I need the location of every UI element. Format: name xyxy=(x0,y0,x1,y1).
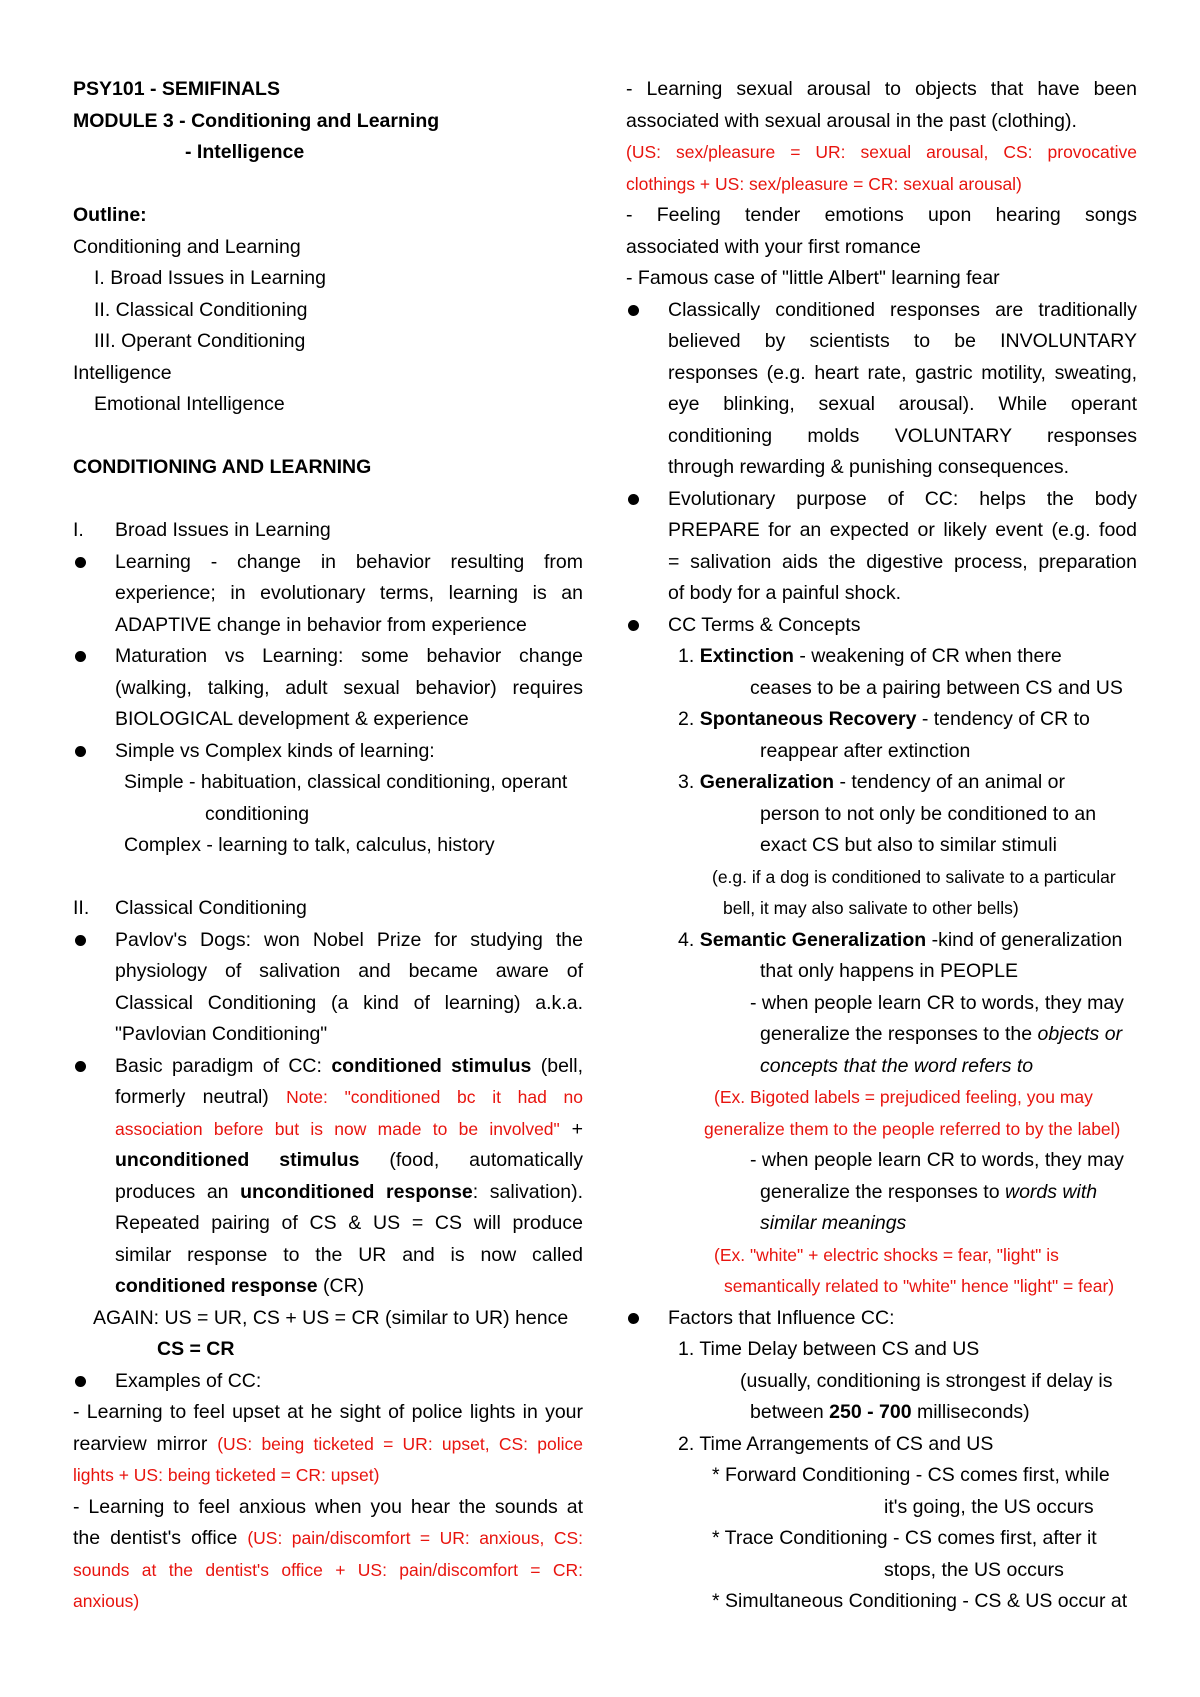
text-line: CS = CR xyxy=(157,1338,235,1360)
text-line: Maturation vs Learning: some behavior change xyxy=(115,645,583,667)
section-number: II. xyxy=(73,897,90,919)
list-item xyxy=(626,295,1137,484)
text-line: similar response to the UR and is now called xyxy=(115,1243,583,1266)
text-line: (usually, conditioning is strongest if delay is xyxy=(740,1369,1113,1392)
outline-item: III. Operant Conditioning xyxy=(94,330,306,352)
text-line: (Ex. "white" + electric shocks = fear, "light" is xyxy=(714,1244,1059,1265)
text-line: AGAIN: US = UR, CS + US = CR (similar to UR) hence xyxy=(93,1306,569,1329)
text-line: Pavlov's Dogs: won Nobel Prize for studying the xyxy=(115,928,583,951)
text-line: Simple vs Complex kinds of learning: xyxy=(115,739,435,762)
list-item xyxy=(73,925,583,1051)
text-line: eye blinking, sexual arousal). While operant xyxy=(668,393,1137,415)
text-line: (e.g. if a dog is conditioned to salivate to a particular xyxy=(712,866,1116,887)
section-number: I. xyxy=(73,519,84,541)
text-line: generalize them to the people referred to by the label) xyxy=(704,1118,1121,1139)
term-extinction: 1. Extinction - weakening of CR when there xyxy=(678,645,1062,667)
text-line: Simple - habituation, classical conditioning, operant xyxy=(124,771,568,793)
text-line: Examples of CC: xyxy=(115,1369,262,1392)
list-item xyxy=(73,736,583,862)
text-line: * Simultaneous Conditioning - CS & US occur at xyxy=(712,1590,1128,1612)
text-line: Classically conditioned responses are traditionally xyxy=(668,298,1137,321)
text-line: unconditioned stimulus (food, automatically xyxy=(115,1149,583,1171)
bullet-icon xyxy=(73,1366,115,1398)
course-title: PSY101 - SEMIFINALS xyxy=(73,78,280,100)
text-line: associated with your first romance xyxy=(626,235,921,258)
list-item xyxy=(73,547,583,642)
list-item xyxy=(626,1303,1137,1335)
bullet-icon xyxy=(626,610,668,642)
section-1-heading xyxy=(73,515,583,547)
text-line: conditioning molds VOLUNTARY responses xyxy=(668,424,1137,447)
text-line: physiology of salivation and became aware of xyxy=(115,960,583,982)
text-line: it's going, the US occurs xyxy=(884,1495,1094,1518)
text-line: associated with sexual arousal in the past (clothing). xyxy=(626,109,1077,132)
text-line: sounds at the dentist's office + US: pain/discomfort = CR: xyxy=(73,1559,583,1580)
text-line: formerly neutral) Note: "conditioned bc it had no xyxy=(115,1086,584,1108)
text-line: Evolutionary purpose of CC: helps the body xyxy=(668,487,1137,510)
section-title: Broad Issues in Learning xyxy=(115,519,331,541)
text-line: Classical Conditioning (a kind of learning) a.k.a. xyxy=(115,991,583,1014)
text-line: rearview mirror (US: being ticketed = UR: upset, CS: police xyxy=(73,1432,583,1455)
text-line: association before but is now made to be involved" + xyxy=(115,1117,583,1140)
outline-item: II. Classical Conditioning xyxy=(94,298,308,321)
outline-item: I. Broad Issues in Learning xyxy=(94,267,326,289)
list-item xyxy=(73,1366,583,1398)
text-line: Complex - learning to talk, calculus, history xyxy=(124,834,495,856)
module-title: MODULE 3 - Conditioning and Learning xyxy=(73,109,440,132)
text-line: - Learning sexual arousal to objects that have been xyxy=(626,78,1137,100)
outline-item: Emotional Intelligence xyxy=(94,393,285,415)
term-spontaneous-recovery: 2. Spontaneous Recovery - tendency of CR to xyxy=(678,708,1090,730)
text-line: that only happens in PEOPLE xyxy=(760,960,1019,982)
list-item xyxy=(73,1051,583,1303)
text-line: - Learning to feel upset at he sight of police lights in your xyxy=(73,1401,583,1423)
outline-item: Conditioning and Learning xyxy=(73,235,301,258)
bullet-icon xyxy=(73,1051,115,1303)
text-line: conditioning xyxy=(205,802,310,825)
text-line: produces an unconditioned response: salivation). xyxy=(115,1180,583,1203)
outline-item: Intelligence xyxy=(73,361,172,384)
list-item xyxy=(626,610,1137,642)
text-line: stops, the US occurs xyxy=(884,1558,1064,1581)
bullet-icon xyxy=(626,484,668,610)
text-line: * Trace Conditioning - CS comes first, after it xyxy=(712,1527,1097,1549)
bullet-icon xyxy=(626,1303,668,1335)
text-line: concepts that the word refers to xyxy=(760,1054,1034,1077)
list-item xyxy=(626,484,1137,610)
module-subtitle: - Intelligence xyxy=(185,141,305,163)
term-generalization: 3. Generalization - tendency of an animal or xyxy=(678,771,1065,793)
text-line: between 250 - 700 milliseconds) xyxy=(750,1401,1030,1423)
text-line: BIOLOGICAL development & experience xyxy=(115,708,469,730)
text-line: ADAPTIVE change in behavior from experience xyxy=(115,613,527,636)
term-semantic-generalization: 4. Semantic Generalization -kind of generalization xyxy=(678,928,1123,951)
text-line: experience; in evolutionary terms, learning is an xyxy=(115,582,583,604)
text-line: generalize the responses to words with xyxy=(760,1180,1098,1203)
text-line: exact CS but also to similar stimuli xyxy=(760,834,1057,856)
text-line: - Feeling tender emotions upon hearing songs xyxy=(626,204,1137,226)
text-line: through rewarding & punishing consequences. xyxy=(668,456,1070,478)
text-line: ceases to be a pairing between CS and US xyxy=(750,676,1123,699)
section-title: Classical Conditioning xyxy=(115,897,307,919)
text-line: lights + US: being ticketed = CR: upset) xyxy=(73,1465,380,1485)
text-line: 1. Time Delay between CS and US xyxy=(678,1338,980,1360)
text-line: - Famous case of "little Albert" learning fear xyxy=(626,267,1000,289)
text-line: Repeated pairing of CS & US = CS will produce xyxy=(115,1212,583,1234)
text-line: Basic paradigm of CC: conditioned stimulus (bell, xyxy=(115,1054,583,1077)
bullet-icon xyxy=(73,641,115,736)
text-line: conditioned response (CR) xyxy=(115,1275,365,1297)
text-line: bell, it may also salivate to other bells) xyxy=(723,898,1019,918)
text-line: 2. Time Arrangements of CS and US xyxy=(678,1432,994,1455)
text-line: PREPARE for an expected or likely event (e.g. food xyxy=(668,519,1137,541)
text-line: "Pavlovian Conditioning" xyxy=(115,1023,328,1045)
text-line: responses (e.g. heart rate, gastric motility, sweating, xyxy=(668,361,1137,384)
text-line: the dentist's office (US: pain/discomfort = UR: anxious, CS: xyxy=(73,1527,584,1549)
bullet-icon xyxy=(73,925,115,1051)
text-line: of body for a painful shock. xyxy=(668,582,902,604)
text-line: = salivation aids the digestive process, preparation xyxy=(668,550,1137,573)
outline-heading: Outline: xyxy=(73,204,147,226)
text-line: (US: sex/pleasure = UR: sexual arousal, CS: provocative xyxy=(626,142,1137,162)
text-line: reappear after extinction xyxy=(760,739,971,762)
text-line: Factors that Influence CC: xyxy=(668,1306,895,1329)
text-line: (Ex. Bigoted labels = prejudiced feeling, you may xyxy=(714,1087,1093,1107)
text-line: - when people learn CR to words, they may xyxy=(750,991,1124,1014)
text-line: - Learning to feel anxious when you hear the sounds at xyxy=(73,1495,583,1518)
text-line: - when people learn CR to words, they may xyxy=(750,1149,1124,1171)
text-line: believed by scientists to be INVOLUNTARY xyxy=(668,330,1137,352)
text-line: (walking, talking, adult sexual behavior) requires xyxy=(115,676,583,699)
section-2-heading xyxy=(73,893,583,925)
bullet-icon xyxy=(73,547,115,642)
text-line: generalize the responses to the objects or xyxy=(760,1023,1123,1045)
section-heading: CONDITIONING AND LEARNING xyxy=(73,456,372,478)
list-item xyxy=(73,641,583,736)
bullet-icon xyxy=(73,736,115,862)
text-line: clothings + US: sex/pleasure = CR: sexual arousal) xyxy=(626,173,1022,194)
right-column xyxy=(626,74,1137,1618)
text-line: Learning - change in behavior resulting from xyxy=(115,550,583,573)
text-line: anxious) xyxy=(73,1591,140,1611)
text-line: similar meanings xyxy=(760,1212,907,1234)
text-line: CC Terms & Concepts xyxy=(668,613,861,636)
left-column xyxy=(73,74,583,1618)
bullet-icon xyxy=(626,295,668,484)
text-line: * Forward Conditioning - CS comes first, while xyxy=(712,1464,1110,1486)
text-line: semantically related to "white" hence "light" = fear) xyxy=(724,1276,1115,1296)
text-line: person to not only be conditioned to an xyxy=(760,802,1097,825)
